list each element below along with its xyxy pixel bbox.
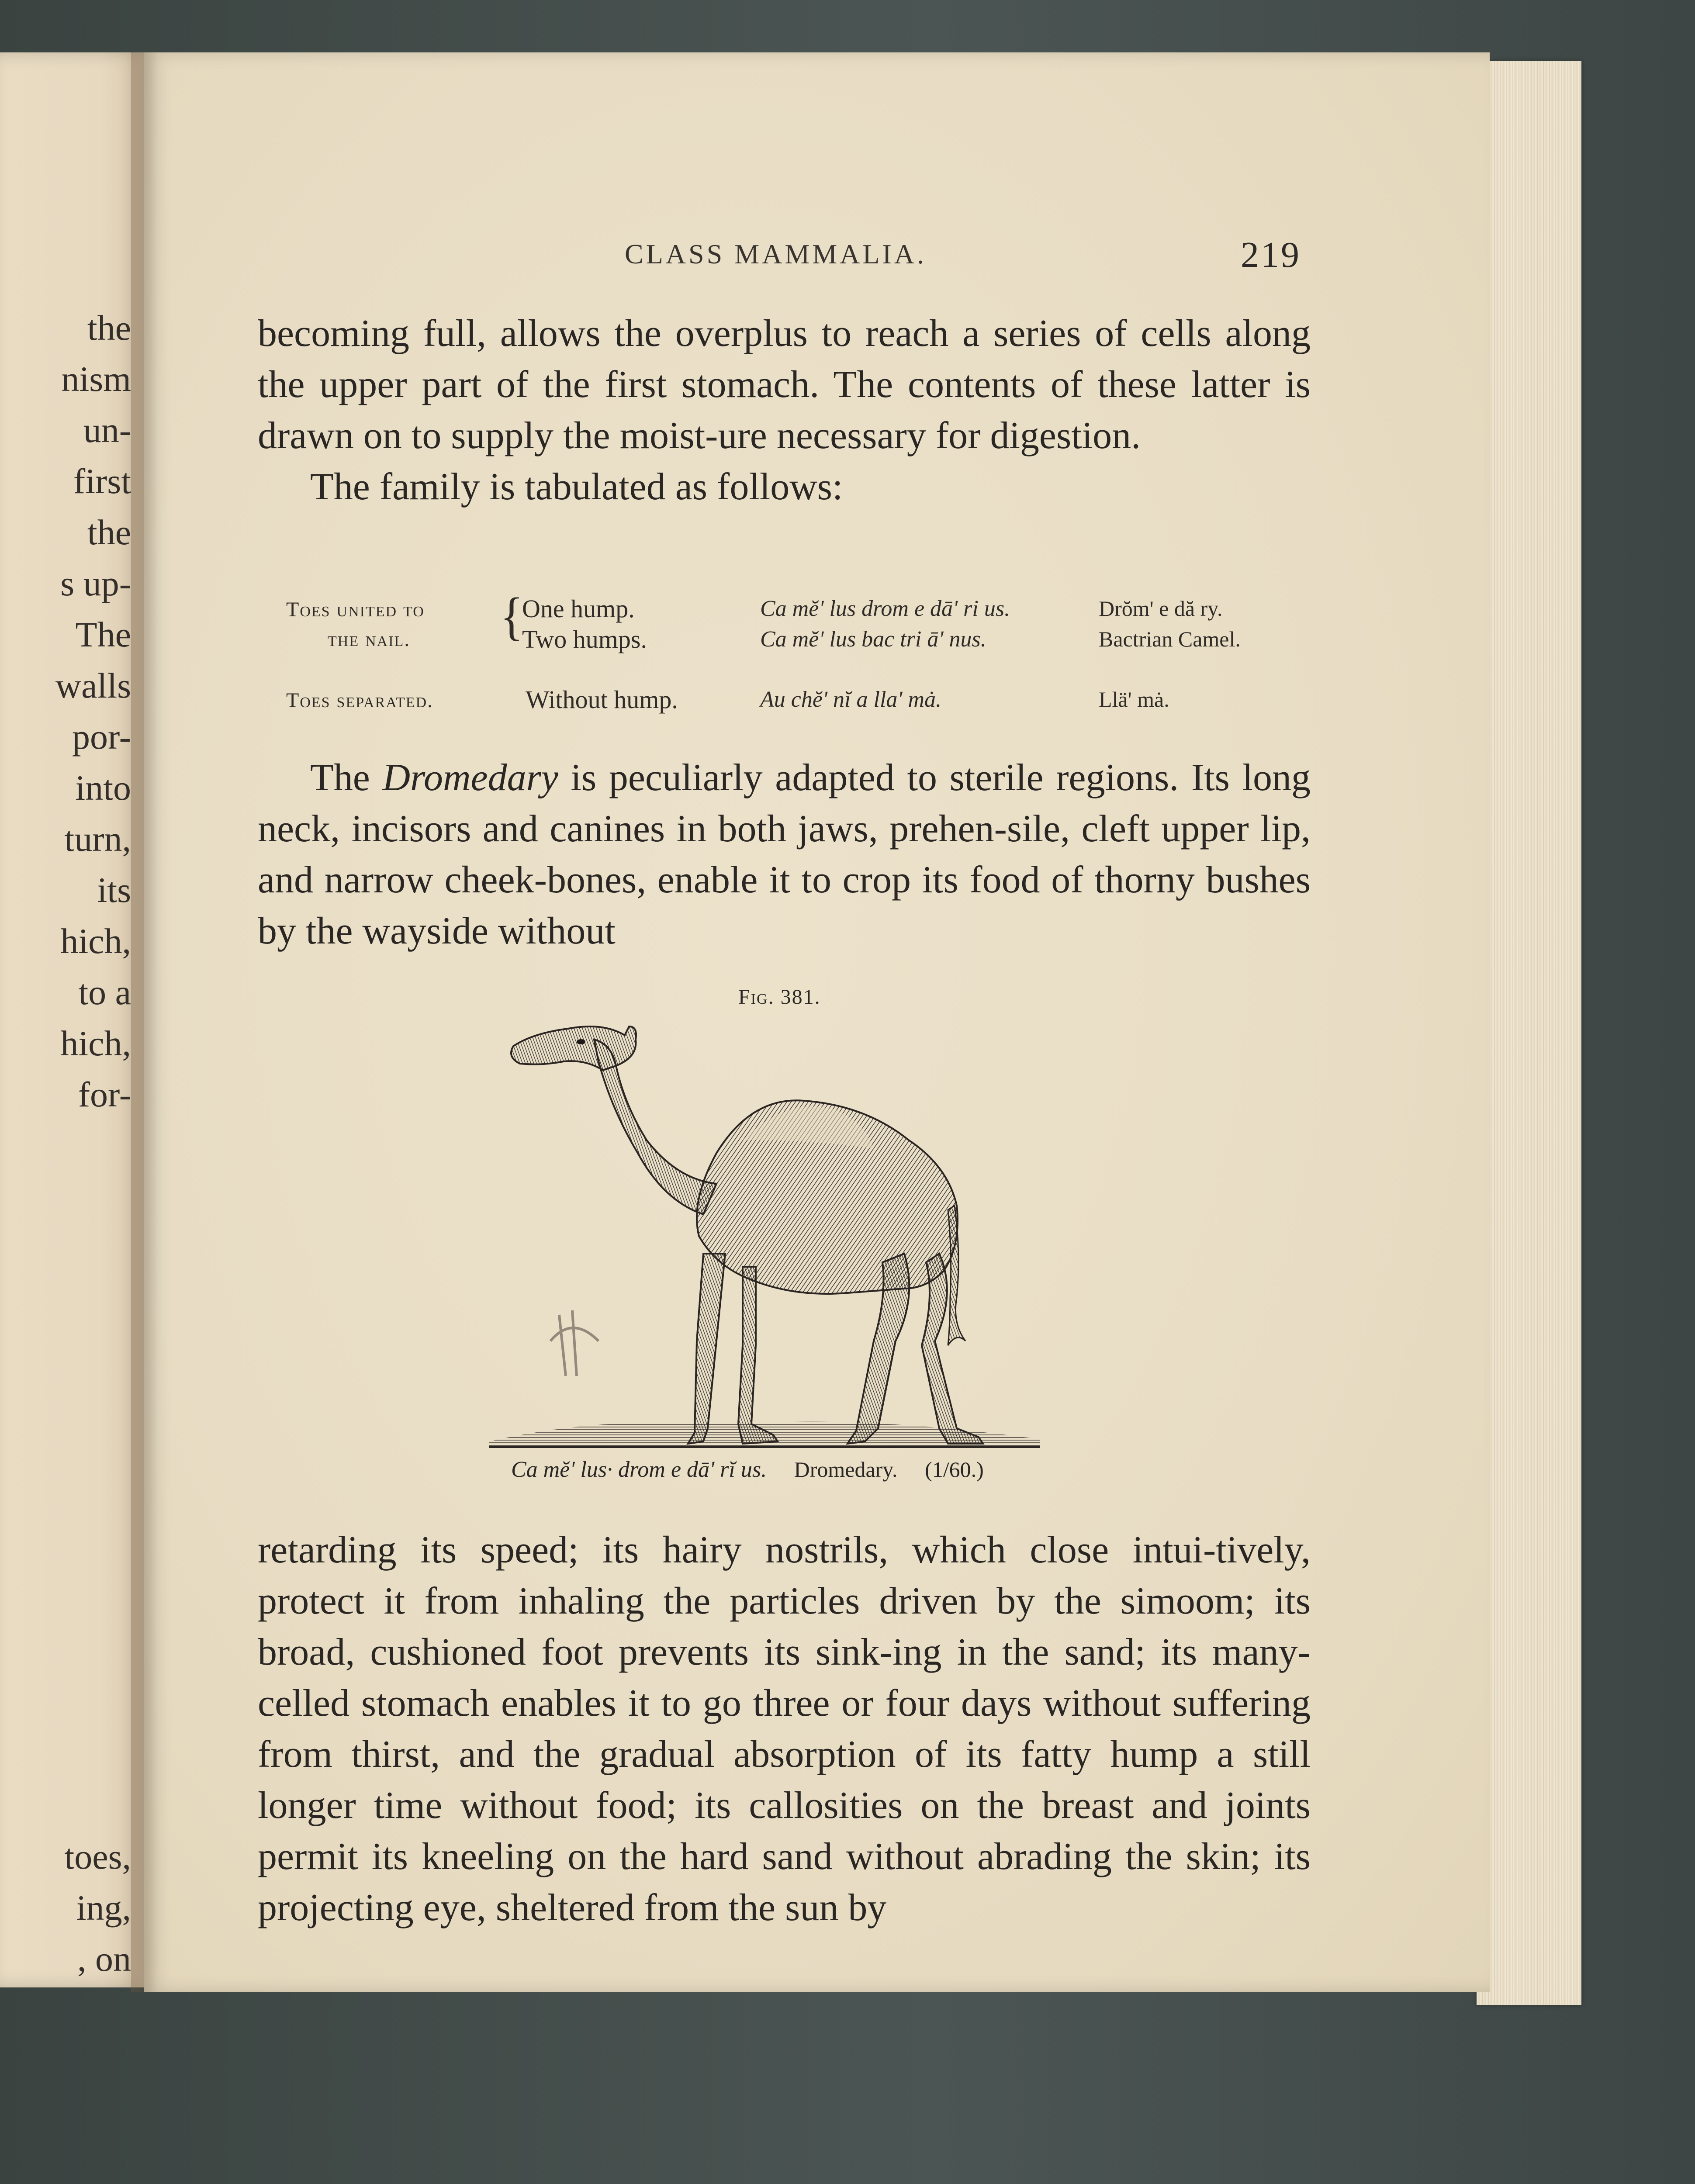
left-page — [0, 52, 144, 1987]
classification-table — [286, 587, 1304, 716]
caption-scale: (1/60.) — [925, 1457, 984, 1482]
left-fragment: into — [75, 768, 131, 808]
table-common: Bactrian Camel. — [1099, 627, 1241, 651]
distant-trees — [550, 1310, 598, 1376]
paragraph-1 — [258, 308, 1311, 512]
table-brace: { — [500, 587, 523, 646]
gutter-shadow — [131, 52, 157, 1992]
table-desc: Without hump. — [526, 685, 678, 714]
camel-front-leg-1 — [688, 1254, 725, 1444]
left-fragment: its — [97, 870, 131, 910]
left-fragment: for- — [78, 1075, 131, 1114]
left-fragment: por- — [72, 717, 131, 757]
dromedary-emphasis: Dromedary — [382, 757, 558, 799]
figure-caption — [511, 1457, 984, 1482]
table-common: Llä' mȧ. — [1099, 687, 1169, 712]
page-number: 219 — [1241, 235, 1301, 275]
table-group1-label-line1: Toes united to — [286, 598, 425, 621]
left-fragment: The — [75, 615, 131, 654]
paragraph-3-rest: is peculiarly adapted to sterile regions. Its long neck, incisors and canines in both jaws, prehen-sile, cleft upper lip, and narrow cheek-bones, enable it to crop its food of thorny bushes by the wayside without — [258, 757, 1311, 952]
table-group2-label: Toes separated. — [286, 689, 434, 712]
camel-tail — [948, 1206, 965, 1345]
caption-latin: Ca mĕ' lus· drom e dā' rĭ us. — [511, 1457, 767, 1482]
table-desc: One hump. — [522, 594, 635, 623]
left-fragment: s up- — [60, 563, 131, 603]
paragraph-1-text: becoming full, allows the overplus to reach a series of cells along the upper part of the first stomach. The contents of these latter is drawn on to supply the moist-ure necessary for digestion. — [258, 312, 1311, 457]
paragraph-4-text: retarding its speed; its hairy nostrils, which close intui-tively, protect it from inhaling the particles driven by the simoom; its broad, cushioned foot prevents its sink-ing in the sand; its many-celled stomach enables it to go three or four days without suffering from thirst, and the gradual absorption of its fatty hump a still longer time without food; its callosities on the breast and joints permit its kneeling on the hard sand without abrading the skin; its projecting eye, sheltered from the sun by — [258, 1529, 1311, 1929]
paragraph-3-text — [258, 752, 1311, 957]
left-fragment: turn, — [64, 819, 131, 859]
table-latin: Au chĕ' nĭ a lla' mȧ. — [760, 687, 942, 712]
paragraph-2-text: The family is tabulated as follows: — [310, 466, 843, 508]
left-fragment: hich, — [60, 1023, 131, 1063]
left-fragment: the — [87, 512, 131, 552]
camel-eye — [577, 1039, 585, 1044]
paragraph-3 — [258, 752, 1311, 957]
dromedary-engraving — [472, 1009, 1053, 1459]
left-fragment: un- — [83, 410, 131, 450]
paragraph-4 — [258, 1524, 1311, 1933]
camel-head — [511, 1026, 636, 1070]
caption-common: Dromedary. — [794, 1457, 898, 1482]
table-desc: Two humps. — [522, 625, 647, 653]
left-fragment: hich, — [60, 921, 131, 961]
camel-front-leg-2 — [738, 1267, 778, 1444]
figure-label: Fig. 381. — [738, 985, 821, 1009]
left-fragment: nism — [61, 359, 131, 399]
paragraph-3-prefix: The — [310, 757, 383, 799]
table-group1-label-line2: the nail. — [328, 628, 411, 651]
table-latin: Ca mĕ' lus bac tri ā' nus. — [760, 627, 986, 652]
left-fragment: first — [73, 461, 131, 501]
page-edges — [1477, 61, 1581, 2005]
left-fragment: to a — [78, 972, 131, 1012]
left-fragment: , on — [77, 1939, 131, 1979]
table-latin: Ca mĕ' lus drom e dā' ri us. — [760, 596, 1010, 621]
running-head: CLASS MAMMALIA. — [625, 238, 927, 270]
left-fragment: toes, — [64, 1837, 131, 1876]
table-common: Drŏm' e dă ry. — [1099, 596, 1223, 621]
left-fragment: the — [87, 308, 131, 348]
left-fragment: walls — [55, 666, 131, 705]
left-fragment: ing, — [76, 1888, 131, 1928]
